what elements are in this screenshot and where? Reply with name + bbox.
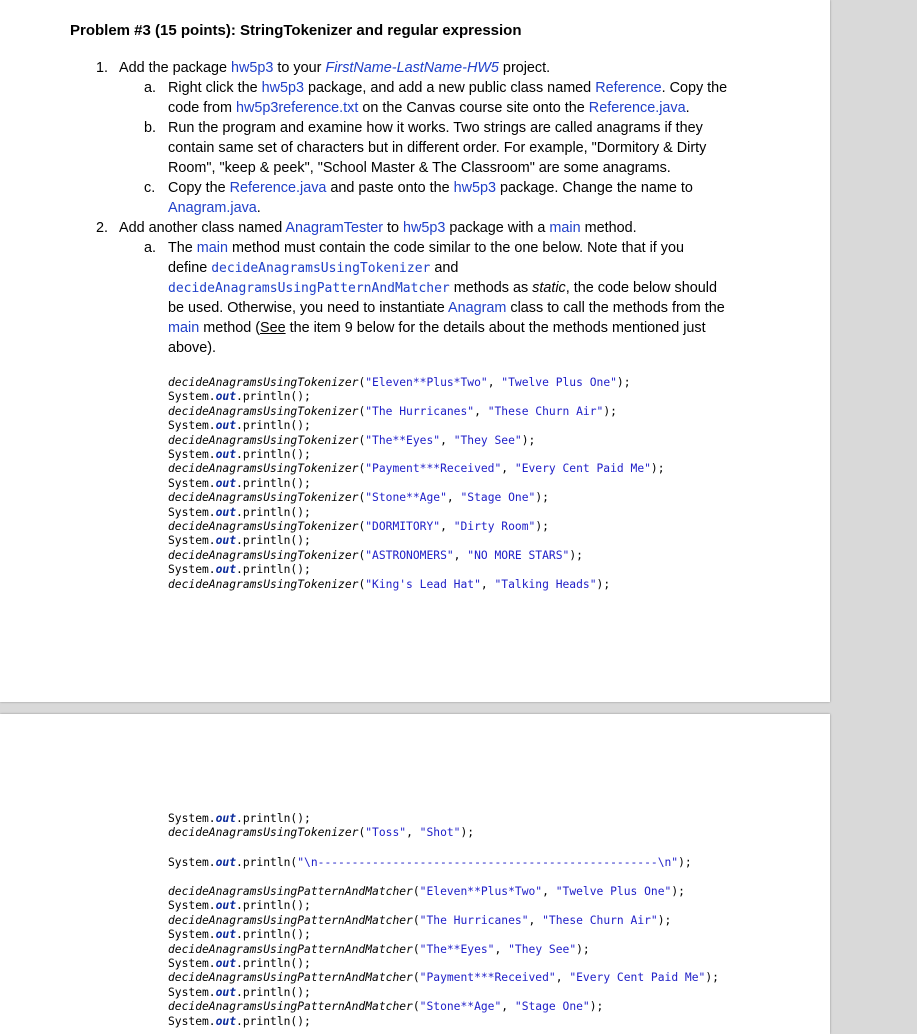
string-literal: "Every Cent Paid Me" — [569, 971, 706, 985]
string-literal: "The**Eyes" — [419, 942, 495, 956]
step-1a-line-1: Right click the hw5p3 package, and add a new public class named Reference. Copy the — [168, 80, 728, 96]
reference-file: hw5p3reference.txt — [235, 100, 359, 116]
document-page-2 — [0, 714, 830, 1034]
code-line-println: System.out.println(); — [168, 1014, 311, 1028]
step-1a-label: a. — [144, 80, 157, 96]
code-block-tokenizer — [168, 376, 665, 592]
step-2-text: Add another class named AnagramTester to hw5p3 package with a main method. — [119, 220, 637, 236]
string-literal: "Shot" — [419, 826, 461, 840]
string-literal: "Stage One" — [460, 491, 536, 505]
string-literal: "They See" — [453, 433, 522, 447]
string-literal: "Talking Heads" — [494, 577, 597, 591]
code-line-call: decideAnagramsUsingTokenizer("Toss", "Shot"); — [168, 826, 475, 840]
string-literal: "NO MORE STARS" — [467, 548, 570, 562]
code-line-println: System.out.println(); — [168, 390, 311, 404]
string-literal: "DORMITORY" — [365, 520, 441, 534]
code-line-call: decideAnagramsUsingTokenizer("The**Eyes", "They See"); — [168, 433, 536, 447]
code-line-call: decideAnagramsUsingPatternAndMatcher("The Hurricanes", "These Churn Air"); — [168, 913, 672, 927]
project-name: FirstName-LastName-HW5 — [325, 60, 499, 76]
code-line-println: System.out.println(); — [168, 957, 311, 971]
code-line-println: System.out.println(); — [168, 985, 311, 999]
step-1a-line-2: code from hw5p3reference.txt on the Canvas course site onto the Reference.java. — [168, 100, 690, 116]
step-2a-line-5: main method (See the item 9 below for the details about the methods mentioned just — [168, 320, 706, 336]
string-literal: "Twelve Plus One" — [501, 376, 617, 389]
code-line-println: System.out.println(); — [168, 419, 311, 433]
step-1b-line-2: contain same set of characters but in different order. For example, "Dormitory & Dirty — [168, 140, 707, 156]
code-line-println: System.out.println(); — [168, 812, 311, 825]
step-2a-line-3: decideAnagramsUsingPatternAndMatcher methods as static, the code below should — [168, 280, 717, 296]
code-line-call: decideAnagramsUsingPatternAndMatcher("Payment***Received", "Every Cent Paid Me"); — [168, 971, 719, 985]
string-literal: "Every Cent Paid Me" — [514, 462, 651, 476]
string-literal: "Stone**Age" — [365, 491, 447, 505]
code-line-call: decideAnagramsUsingTokenizer("Payment***Received", "Every Cent Paid Me"); — [168, 462, 665, 476]
code-line-println: System.out.println(); — [168, 534, 311, 548]
code-line-println: System.out.println(); — [168, 505, 311, 519]
string-literal: "The Hurricanes" — [365, 404, 475, 418]
code-line-separator: System.out.println("\n--------------------------------------------------\n"); — [168, 856, 692, 869]
string-literal: "Toss" — [365, 826, 407, 840]
string-literal: "\n--------------------------------------------------\n" — [297, 856, 679, 869]
code-line-call: decideAnagramsUsingTokenizer("DORMITORY", "Dirty Room"); — [168, 520, 549, 534]
code-line-call: decideAnagramsUsingPatternAndMatcher("Eleven**Plus*Two", "Twelve Plus One"); — [168, 885, 685, 898]
code-separator — [168, 856, 692, 870]
string-literal: "Payment***Received" — [419, 971, 556, 985]
string-literal: "Stone**Age" — [419, 1000, 502, 1014]
code-block-continued — [168, 812, 474, 841]
code-line-println: System.out.println(); — [168, 563, 311, 577]
string-literal: "The**Eyes" — [365, 433, 441, 447]
string-literal: "These Churn Air" — [487, 404, 604, 418]
step-2a-line-2: define decideAnagramsUsingTokenizer and — [168, 260, 459, 276]
code-line-println: System.out.println(); — [168, 448, 311, 462]
step-1c-label: c. — [144, 180, 156, 196]
code-line-call: decideAnagramsUsingTokenizer("The Hurricanes", "These Churn Air"); — [168, 404, 617, 418]
string-literal: "Twelve Plus One" — [555, 885, 672, 898]
package-name: hw5p3 — [231, 60, 274, 76]
code-block-pattern — [168, 885, 719, 1029]
step-1-text: Add the package hw5p3 to your FirstName-LastName-HW5 project. — [119, 60, 551, 76]
code-line-call: decideAnagramsUsingPatternAndMatcher("The**Eyes", "They See"); — [168, 942, 590, 956]
code-line-call: decideAnagramsUsingTokenizer("ASTRONOMERS", "NO MORE STARS"); — [168, 548, 583, 562]
code-line-println: System.out.println(); — [168, 899, 311, 913]
step-2a-label: a. — [144, 240, 157, 256]
step-1-number: 1. — [96, 60, 109, 76]
string-literal: "These Churn Air" — [542, 913, 658, 927]
string-literal: "Eleven**Plus*Two" — [365, 376, 488, 389]
step-1b-line-1: Run the program and examine how it works. Two strings are called anagrams if they — [168, 120, 703, 136]
string-literal: "ASTRONOMERS" — [365, 548, 454, 562]
string-literal: "The Hurricanes" — [419, 913, 529, 927]
string-literal: "Payment***Received" — [365, 462, 502, 476]
code-line-println: System.out.println(); — [168, 928, 311, 942]
code-line-println: System.out.println(); — [168, 476, 311, 490]
step-2a-line-1: The main method must contain the code similar to the one below. Note that if you — [168, 240, 684, 256]
string-literal: "Stage One" — [514, 1000, 590, 1014]
string-literal: "Eleven**Plus*Two" — [419, 885, 543, 898]
step-2a-line-4: be used. Otherwise, you need to instantiate Anagram class to call the methods from the — [168, 300, 725, 316]
code-line-call: decideAnagramsUsingTokenizer("Eleven**Plus*Two", "Twelve Plus One"); — [168, 376, 631, 389]
problem-heading: Problem #3 (15 points): StringTokenizer and regular expression — [70, 22, 522, 39]
step-1c-line-2: Anagram.java. — [168, 200, 261, 216]
step-1b-label: b. — [144, 120, 157, 136]
string-literal: "They See" — [508, 942, 577, 956]
string-literal: "Dirty Room" — [453, 520, 536, 534]
step-2a-line-6: above). — [168, 340, 216, 356]
string-literal: "King's Lead Hat" — [365, 577, 481, 591]
step-1b-line-3: Room", "keep & peek", "School Master & The Classroom" are some anagrams. — [168, 160, 671, 176]
step-1c-line-1: Copy the Reference.java and paste onto the hw5p3 package. Change the name to — [168, 180, 693, 196]
step-2-number: 2. — [96, 220, 109, 236]
code-line-call: decideAnagramsUsingPatternAndMatcher("Stone**Age", "Stage One"); — [168, 1000, 604, 1014]
code-line-call: decideAnagramsUsingTokenizer("Stone**Age", "Stage One"); — [168, 491, 549, 505]
code-line-call: decideAnagramsUsingTokenizer("King's Lead Hat", "Talking Heads"); — [168, 577, 611, 591]
